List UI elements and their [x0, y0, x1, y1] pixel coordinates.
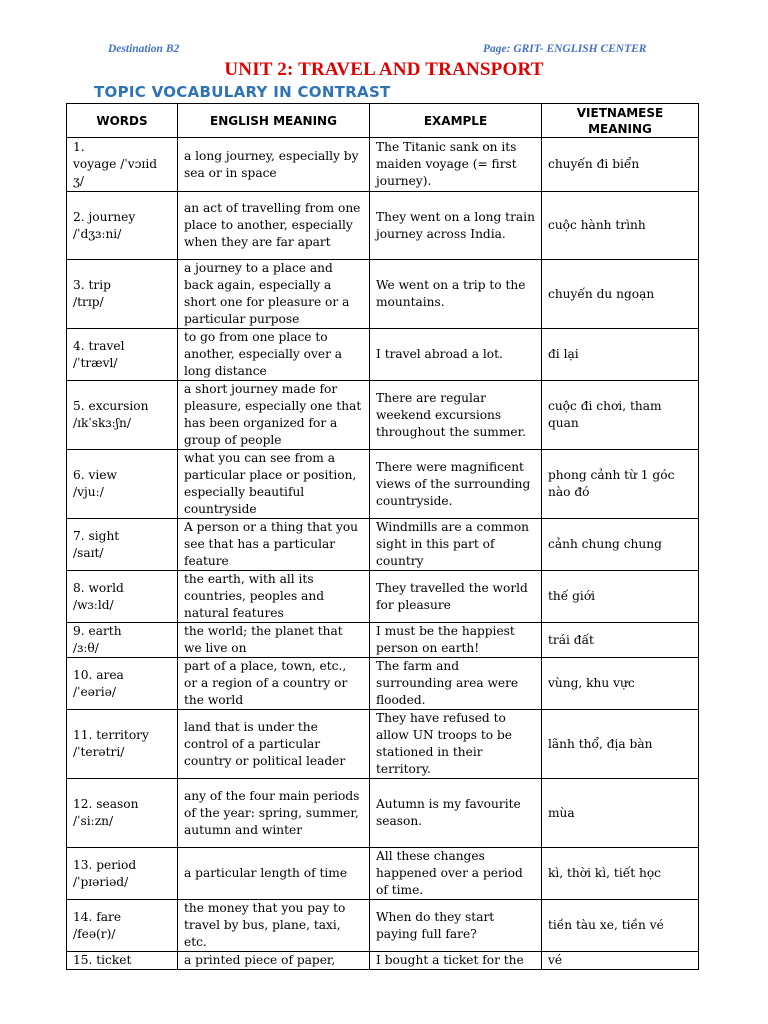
example-cell: We went on a trip to the mountains. [370, 260, 542, 329]
table-row [67, 138, 699, 192]
english-meaning-cell: a printed piece of paper, [178, 952, 370, 970]
header-right: Page: GRIT- ENGLISH CENTER [483, 43, 647, 55]
table-row [67, 779, 699, 848]
vietnamese-meaning-cell: cuộc đi chơi, tham quan [542, 381, 699, 450]
example-cell: They went on a long train journey across India. [370, 192, 542, 260]
section-subtitle: TOPIC VOCABULARY IN CONTRAST [94, 83, 391, 101]
word-cell: 10. area /ˈeəriə/ [67, 658, 178, 710]
header-left: Destination B2 [108, 43, 180, 55]
word-cell: 2. journey /ˈdʒɜːni/ [67, 192, 178, 260]
table-row [67, 710, 699, 779]
example-cell: I must be the happiest person on earth! [370, 623, 542, 658]
table-row [67, 381, 699, 450]
example-cell: The Titanic sank on its maiden voyage (= first journey). [370, 138, 542, 192]
word-cell: 13. period /ˈpɪəriəd/ [67, 848, 178, 900]
word-cell: 4. travel /ˈtrævl/ [67, 329, 178, 381]
english-meaning-cell: land that is under the control of a particular country or political leader [178, 710, 370, 779]
vocabulary-table-body [67, 138, 699, 970]
column-header-vietnamese-meaning: VIETNAMESE MEANING [542, 104, 699, 138]
table-row [67, 450, 699, 519]
word-cell: 11. territory /ˈterətri/ [67, 710, 178, 779]
english-meaning-cell: the money that you pay to travel by bus, plane, taxi, etc. [178, 900, 370, 952]
vietnamese-meaning-cell: lãnh thổ, địa bàn [542, 710, 699, 779]
example-cell: The farm and surrounding area were flooded. [370, 658, 542, 710]
example-cell: When do they start paying full fare? [370, 900, 542, 952]
example-cell: There were magnificent views of the surrounding countryside. [370, 450, 542, 519]
vocabulary-table [66, 103, 699, 970]
word-cell: 14. fare /feə(r)/ [67, 900, 178, 952]
english-meaning-cell: a particular length of time [178, 848, 370, 900]
word-cell: 1. voyage /ˈvɔɪid ʒ/ [67, 138, 178, 192]
word-cell: 8. world /wɜːld/ [67, 571, 178, 623]
word-cell: 15. ticket [67, 952, 178, 970]
example-cell: All these changes happened over a period of time. [370, 848, 542, 900]
vietnamese-meaning-cell: tiền tàu xe, tiền vé [542, 900, 699, 952]
table-row [67, 623, 699, 658]
table-row [67, 192, 699, 260]
english-meaning-cell: part of a place, town, etc., or a region of a country or the world [178, 658, 370, 710]
english-meaning-cell: an act of travelling from one place to another, especially when they are far apart [178, 192, 370, 260]
vietnamese-meaning-cell: vùng, khu vực [542, 658, 699, 710]
table-row [67, 329, 699, 381]
vietnamese-meaning-cell: phong cảnh từ 1 góc nào đó [542, 450, 699, 519]
word-cell: 3. trip /trɪp/ [67, 260, 178, 329]
vietnamese-meaning-cell: vé [542, 952, 699, 970]
vietnamese-meaning-cell: kì, thời kì, tiết học [542, 848, 699, 900]
english-meaning-cell: a short journey made for pleasure, especially one that has been organized for a group of people [178, 381, 370, 450]
table-header-row [67, 104, 699, 138]
example-cell: I bought a ticket for the [370, 952, 542, 970]
column-header-words: WORDS [67, 104, 178, 138]
table-row [67, 519, 699, 571]
vietnamese-meaning-cell: đi lại [542, 329, 699, 381]
vietnamese-meaning-cell: thế giới [542, 571, 699, 623]
table-row [67, 658, 699, 710]
english-meaning-cell: the earth, with all its countries, peoples and natural features [178, 571, 370, 623]
vietnamese-meaning-cell: mùa [542, 779, 699, 848]
column-header-english-meaning: ENGLISH MEANING [178, 104, 370, 138]
english-meaning-cell: any of the four main periods of the year: spring, summer, autumn and winter [178, 779, 370, 848]
example-cell: Autumn is my favourite season. [370, 779, 542, 848]
vietnamese-meaning-cell: cảnh chung chung [542, 519, 699, 571]
table-row [67, 900, 699, 952]
table-row [67, 848, 699, 900]
word-cell: 6. view /vjuː/ [67, 450, 178, 519]
word-cell: 5. excursion /ɪkˈskɜːʃn/ [67, 381, 178, 450]
english-meaning-cell: the world; the planet that we live on [178, 623, 370, 658]
vietnamese-meaning-cell: cuộc hành trình [542, 192, 699, 260]
example-cell: There are regular weekend excursions throughout the summer. [370, 381, 542, 450]
vietnamese-meaning-cell: chuyến đi biển [542, 138, 699, 192]
english-meaning-cell: A person or a thing that you see that has a particular feature [178, 519, 370, 571]
english-meaning-cell: a long journey, especially by sea or in space [178, 138, 370, 192]
vietnamese-meaning-cell: chuyến du ngoạn [542, 260, 699, 329]
english-meaning-cell: to go from one place to another, especially over a long distance [178, 329, 370, 381]
example-cell: Windmills are a common sight in this part of country [370, 519, 542, 571]
table-row [67, 260, 699, 329]
example-cell: They travelled the world for pleasure [370, 571, 542, 623]
example-cell: I travel abroad a lot. [370, 329, 542, 381]
word-cell: 9. earth /ɜːθ/ [67, 623, 178, 658]
table-row [67, 952, 699, 970]
vietnamese-meaning-cell: trái đất [542, 623, 699, 658]
word-cell: 7. sight /saɪt/ [67, 519, 178, 571]
column-header-example: EXAMPLE [370, 104, 542, 138]
english-meaning-cell: a journey to a place and back again, especially a short one for pleasure or a particular purpose [178, 260, 370, 329]
word-cell: 12. season /ˈsiːzn/ [67, 779, 178, 848]
page-title: UNIT 2: TRAVEL AND TRANSPORT [224, 59, 544, 80]
example-cell: They have refused to allow UN troops to be stationed in their territory. [370, 710, 542, 779]
table-row [67, 571, 699, 623]
english-meaning-cell: what you can see from a particular place or position, especially beautiful countryside [178, 450, 370, 519]
